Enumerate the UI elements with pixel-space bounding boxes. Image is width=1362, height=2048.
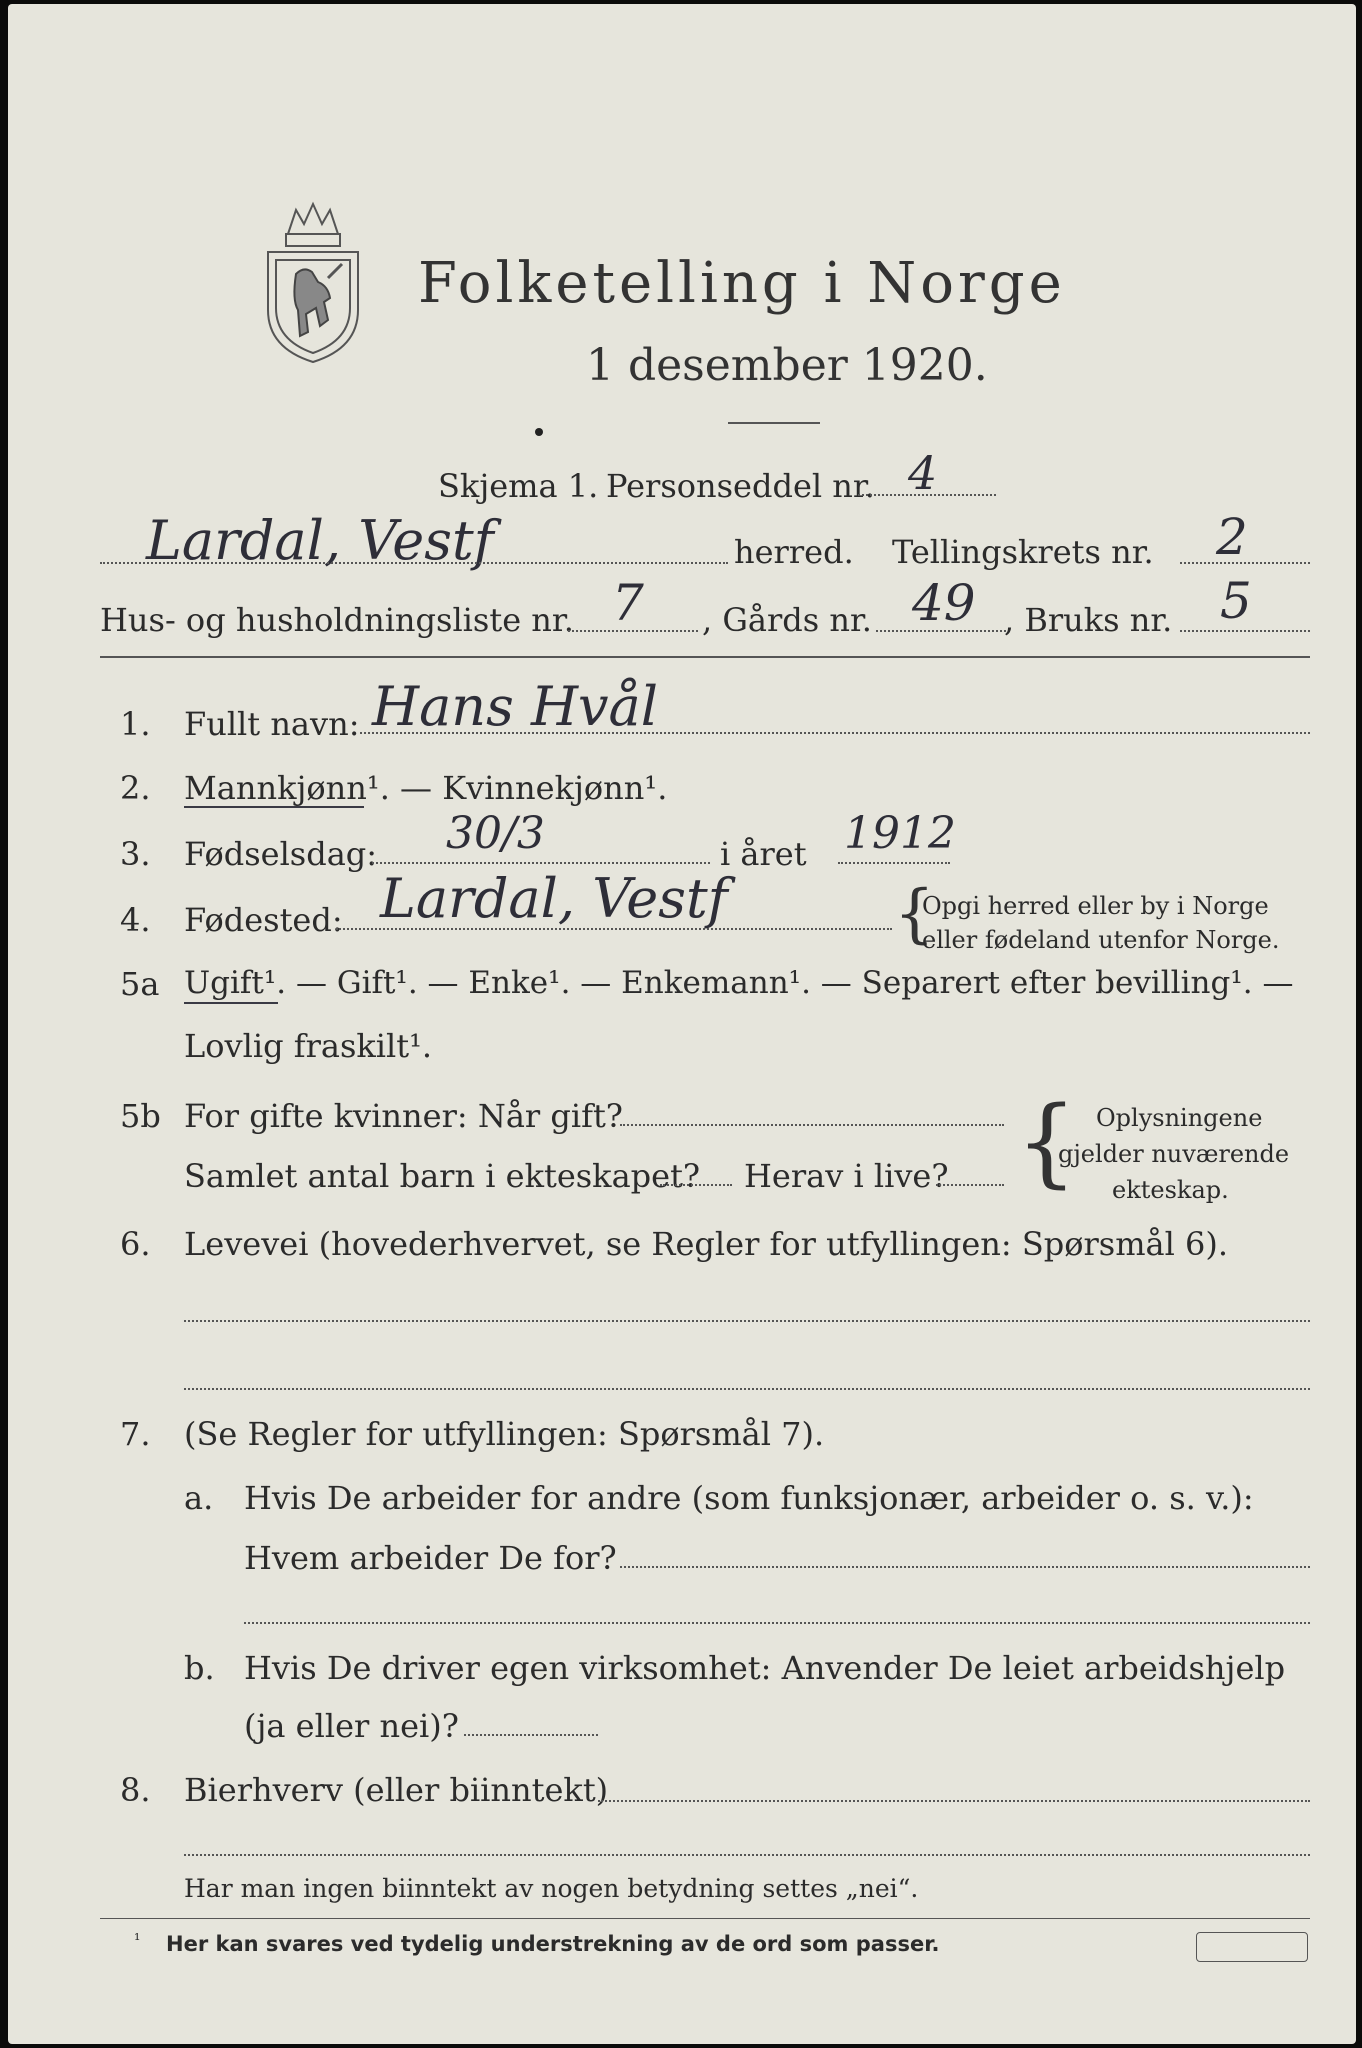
q5b-line1: For gifte kvinner: Når gift?: [184, 1097, 623, 1135]
norwegian-coat-of-arms-icon: [258, 190, 368, 366]
q5b-line2b: Herav i live?: [744, 1157, 949, 1195]
q6-number: 6.: [120, 1225, 151, 1263]
title-divider: [728, 422, 820, 424]
q3-value[interactable]: 30/3: [446, 808, 545, 859]
personseddel-value[interactable]: 4: [908, 446, 938, 500]
q3-label: Fødselsdag:: [184, 835, 378, 873]
q5b-number: 5b: [120, 1097, 161, 1135]
footnote-text: Her kan svares ved tydelig understrekning av de ord som passer.: [166, 1932, 940, 1956]
q2-female[interactable]: Kvinnekjønn¹.: [442, 769, 668, 807]
q5b-married-line: [620, 1124, 1004, 1126]
herred-line: [100, 562, 728, 564]
q3-line: [372, 862, 710, 864]
q1-value[interactable]: Hans Hvål: [372, 675, 659, 738]
herred-value[interactable]: Lardal, Vestf: [146, 509, 494, 572]
q8-answer-line1[interactable]: [598, 1800, 1310, 1802]
q7a-line1: Hvis De arbeider for andre (som funksjonær, arbeider o. s. v.):: [244, 1479, 1254, 1517]
footer-note: Har man ingen biinntekt av nogen betydning settes „nei“.: [184, 1874, 919, 1903]
q6-label: Levevei (hovederhvervet, se Regler for utfyllingen: Spørsmål 6).: [184, 1225, 1229, 1263]
q3-year-label: i året: [720, 835, 807, 873]
bruks-value[interactable]: 5: [1220, 572, 1252, 630]
hus-value[interactable]: 7: [612, 574, 644, 632]
q4-note-line2: eller fødeland utenfor Norge.: [922, 926, 1280, 954]
q2-options: [184, 769, 668, 807]
census-form: [8, 4, 1356, 2044]
q5b-brace: {: [1016, 1086, 1078, 1198]
q3-year-value[interactable]: 1912: [844, 808, 956, 859]
q4-note-line1: Opgi herred eller by i Norge: [922, 892, 1269, 920]
q7a-letter: a.: [184, 1479, 214, 1517]
q3-year-line: [838, 862, 950, 864]
personseddel-label: Personseddel nr.: [606, 467, 875, 505]
q7a-line2: Hvem arbeider De for?: [244, 1539, 617, 1577]
q7b-answer-line[interactable]: [464, 1734, 598, 1736]
q6-line1[interactable]: [184, 1320, 1310, 1322]
q7b-line2: (ja eller nei)?: [244, 1707, 459, 1745]
q5a-line2: Lovlig fraskilt¹.: [184, 1027, 433, 1065]
q1-label: Fullt navn:: [184, 705, 360, 743]
q7a-answer-line1[interactable]: [620, 1566, 1310, 1568]
q5a-ugift[interactable]: Ugift: [184, 965, 264, 1001]
q7-label: (Se Regler for utfyllingen: Spørsmål 7).: [184, 1415, 825, 1453]
q2-number: 2.: [120, 769, 151, 807]
q5b-note-line2: gjelder nuværende: [1058, 1140, 1290, 1168]
bruks-label: , Bruks nr.: [1004, 601, 1173, 639]
schema-label: Skjema 1.: [438, 467, 599, 505]
q5a-number: 5a: [120, 965, 160, 1003]
q2-sep: ¹. —: [366, 769, 443, 807]
q5b-alive-line: [936, 1184, 1004, 1186]
q5b-note-line1: Oplysningene: [1096, 1104, 1263, 1132]
q8-number: 8.: [120, 1771, 151, 1809]
ink-dot: [535, 428, 543, 436]
q5a-rest: ¹. — Gift¹. — Enke¹. — Enkemann¹. — Separert efter bevilling¹. —: [263, 965, 1294, 1001]
q2-male[interactable]: Mannkjønn: [184, 769, 367, 807]
q4-brace: {: [894, 877, 935, 951]
q1-number: 1.: [120, 705, 151, 743]
q7-number: 7.: [120, 1415, 151, 1453]
gards-value[interactable]: 49: [912, 574, 976, 632]
q8-label: Bierhverv (eller biinntekt): [184, 1771, 609, 1809]
q5a-ugift-underline: [184, 1002, 278, 1004]
q5a-options: [184, 965, 1294, 1001]
printer-stamp: [1196, 1932, 1308, 1962]
q7b-line1: Hvis De driver egen virksomhet: Anvender De leiet arbeidshjelp: [244, 1649, 1286, 1687]
q8-answer-line2[interactable]: [184, 1854, 1310, 1856]
q5b-line2a: Samlet antal barn i ekteskapet?: [184, 1157, 701, 1195]
tellingskrets-value[interactable]: 2: [1216, 508, 1248, 566]
form-title: Folketelling i Norge: [418, 251, 1066, 316]
q7b-letter: b.: [184, 1649, 215, 1687]
q4-number: 4.: [120, 901, 151, 939]
footnote-mark: ¹: [134, 1930, 141, 1949]
hus-label: Hus- og husholdningsliste nr.: [100, 601, 574, 639]
q6-line2[interactable]: [184, 1388, 1310, 1390]
q2-male-underline: [184, 806, 364, 808]
q3-number: 3.: [120, 835, 151, 873]
herred-label: herred.: [734, 533, 854, 571]
footnote-divider: [100, 1918, 1310, 1919]
q7a-answer-line2[interactable]: [244, 1622, 1310, 1624]
tellingskrets-label: Tellingskrets nr.: [892, 533, 1154, 571]
form-date: 1 desember 1920.: [586, 340, 988, 391]
q4-label: Fødested:: [184, 901, 343, 939]
q5b-children-line: [660, 1184, 732, 1186]
q4-value[interactable]: Lardal, Vestf: [380, 867, 728, 930]
bruks-line: [1180, 630, 1310, 632]
q5b-note-line3: ekteskap.: [1112, 1176, 1229, 1204]
header-divider: [100, 656, 1310, 658]
gards-label: , Gårds nr.: [702, 601, 872, 639]
